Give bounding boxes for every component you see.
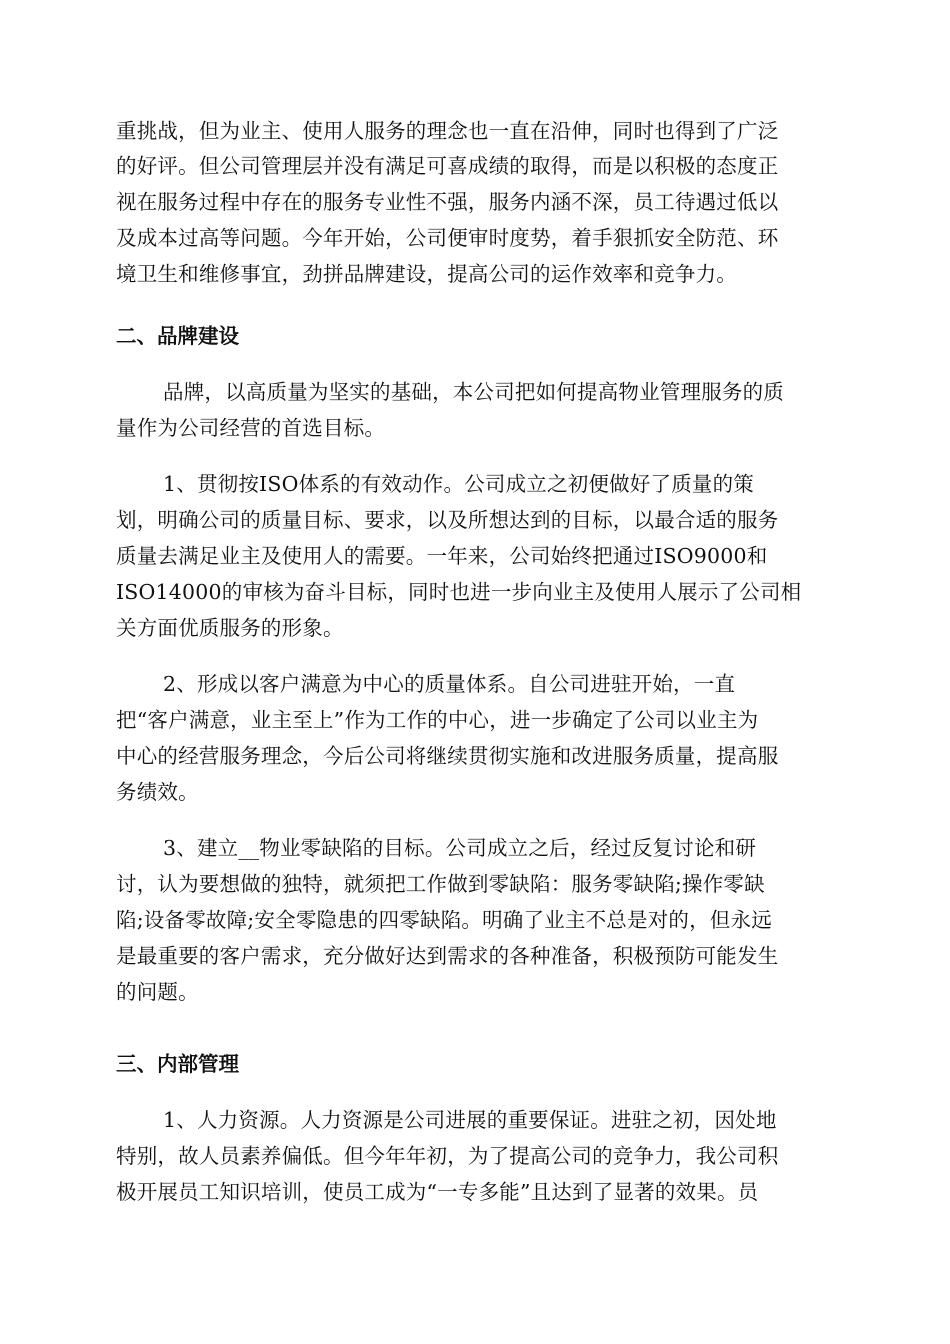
paragraph-line: 的问题。 <box>116 980 199 1004</box>
paragraph-line: 1、人力资源。人力资源是公司进展的重要保证。进驻之初，因处地 <box>163 1108 777 1132</box>
paragraph-line: 量作为公司经营的首选目标。 <box>116 416 386 440</box>
paragraph-line: 划，明确公司的质量目标、要求，以及所想达到的目标，以最合适的服务 <box>116 508 779 532</box>
paragraph-line: 品牌，以高质量为坚实的基础，本公司把如何提高物业管理服务的质 <box>163 380 784 404</box>
paragraph-line: 3、建立__物业零缺陷的目标。公司成立之后，经过反复讨论和研 <box>163 836 757 860</box>
paragraph-line: 是最重要的客户需求，充分做好达到需求的各种准备，积极预防可能发生 <box>116 944 779 968</box>
paragraph-line: 视在服务过程中存在的服务专业性不强，服务内涵不深，员工待遇过低以 <box>116 190 779 214</box>
section-heading-brand: 二、品牌建设 <box>116 324 239 348</box>
paragraph-line: 务绩效。 <box>116 780 199 804</box>
paragraph-line: 质量去满足业主及使用人的需要。一年来，公司始终把通过ISO9000和 <box>116 544 768 568</box>
paragraph-line: 关方面优质服务的形象。 <box>116 616 344 640</box>
paragraph-line: 讨，认为要想做的独特，就须把工作做到零缺陷：服务零缺陷;操作零缺 <box>116 872 765 896</box>
section-heading-internal-management: 三、内部管理 <box>116 1052 239 1076</box>
paragraph-line: 陷;设备零故障;安全零隐患的四零缺陷。明确了业主不总是对的，但永远 <box>116 908 772 932</box>
paragraph-line: 及成本过高等问题。今年开始，公司便审时度势，着手狠抓安全防范、环 <box>116 226 779 250</box>
paragraph-line: ISO14000的审核为奋斗目标，同时也进一步向业主及使用人展示了公司相 <box>116 580 802 604</box>
paragraph-line: 中心的经营服务理念，今后公司将继续贯彻实施和改进服务质量，提高服 <box>116 744 779 768</box>
paragraph-line: 特别，故人员素养偏低。但今年年初，为了提高公司的竞争力，我公司积 <box>116 1144 779 1168</box>
paragraph-line: 的好评。但公司管理层并没有满足可喜成绩的取得，而是以积极的态度正 <box>116 154 779 178</box>
paragraph-line: 重挑战，但为业主、使用人服务的理念也一直在沿伸，同时也得到了广泛 <box>116 119 779 143</box>
paragraph-line: 1、贯彻按ISO体系的有效动作。公司成立之初便做好了质量的策 <box>163 472 754 496</box>
paragraph-line: 极开展员工知识培训，使员工成为“一专多能”且达到了显著的效果。员 <box>116 1180 759 1204</box>
paragraph-line: 2、形成以客户满意为中心的质量体系。自公司进驻开始，一直 <box>163 672 736 696</box>
paragraph-line: 境卫生和维修事宜，劲拼品牌建设，提高公司的运作效率和竞争力。 <box>116 262 737 286</box>
paragraph-line: 把“客户满意，业主至上”作为工作的中心，进一步确定了公司以业主为 <box>116 708 759 732</box>
